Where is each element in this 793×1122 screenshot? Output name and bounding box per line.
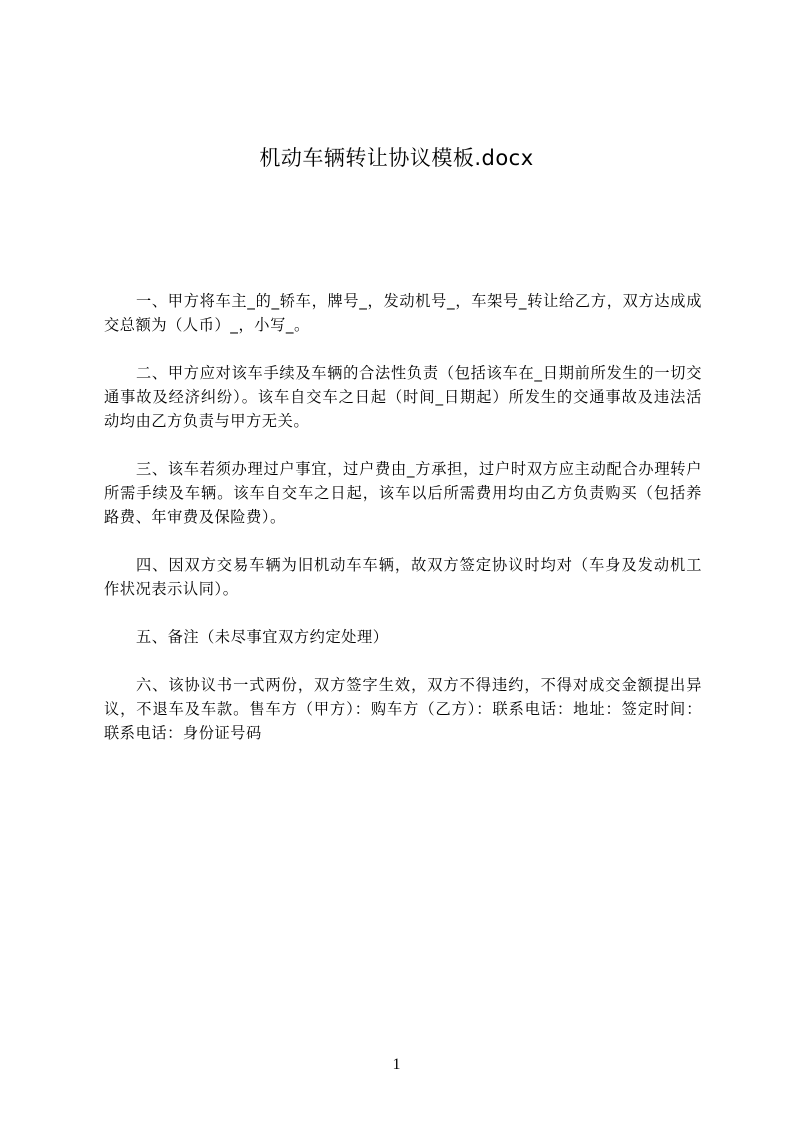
page-number: 1 (392, 1056, 401, 1073)
clause-paragraph-3: 三、该车若须办理过户事宜，过户费由_方承担，过户时双方应主动配合办理转户所需手续及车辆。该车自交车之日起，该车以后所需费用均由乙方负责购买（包括养路费、年审费及保险费）。 (104, 460, 702, 526)
document-title: 机动车辆转让协议模板.docx (259, 146, 534, 170)
clause-paragraph-2: 二、甲方应对该车手续及车辆的合法性负责（包括该车在_日期前所发生的一切交通事故及经济纠纷）。该车自交车之日起（时间_日期起）所发生的交通事故及违法活动均由乙方负责与甲方无关。 (104, 364, 702, 430)
clause-paragraph-6: 六、该协议书一式两份，双方签字生效，双方不得违约，不得对成交金额提出异议，不退车及车款。售车方（甲方）：购车方（乙方）：联系电话：地址：签定时间：联系电话：身份证号码 (104, 676, 702, 742)
clause-paragraph-1: 一、甲方将车主_的_轿车，牌号_，发动机号_，车架号_转让给乙方，双方达成成交总额为（人币）_，小写_。 (104, 292, 702, 334)
clause-paragraph-5: 五、备注（未尽事宜双方约定处理） (136, 628, 389, 646)
document-body (104, 289, 702, 745)
clause-paragraph-4: 四、因双方交易车辆为旧机动车车辆，故双方签定协议时均对（车身及发动机工作状况表示认同）。 (104, 556, 702, 598)
